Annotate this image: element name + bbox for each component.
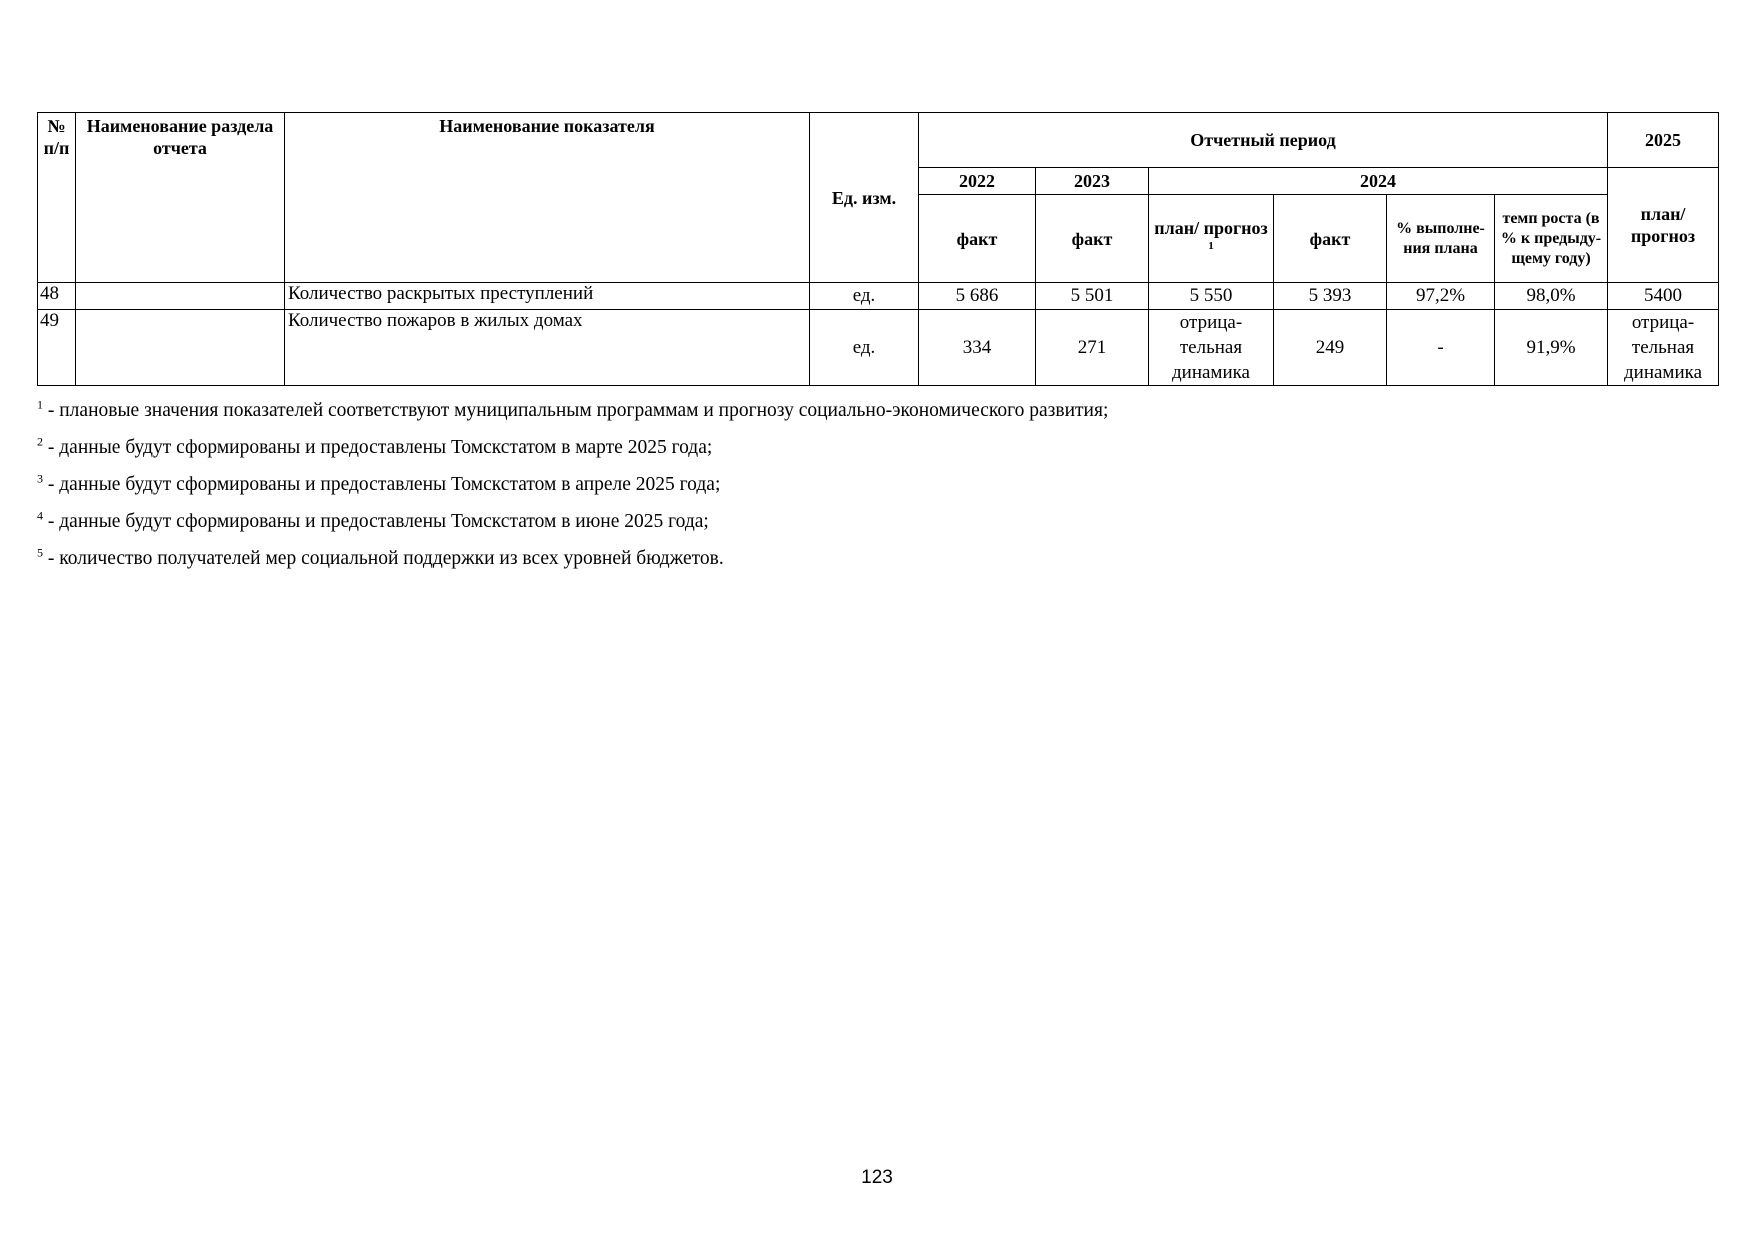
row-growth: 98,0% xyxy=(1495,283,1608,310)
row-pct-plan: 97,2% xyxy=(1387,283,1495,310)
header-growth-rate: темп роста (в % к предыду-щему году) xyxy=(1495,195,1608,283)
footnote xyxy=(37,540,1718,577)
footnotes xyxy=(37,392,1718,577)
footnote xyxy=(37,466,1718,503)
footnote-text: - количество получателей мер социальной поддержки из всех уровней бюджетов. xyxy=(43,548,724,569)
header-year-2024: 2024 xyxy=(1149,168,1608,195)
row-fact-2023: 5 501 xyxy=(1036,283,1149,310)
row-num: 48 xyxy=(38,283,76,310)
row-fact-2024: 249 xyxy=(1274,310,1387,386)
footnote-mark: 4 xyxy=(37,508,43,523)
header-plan-2024-footnote-mark: 1 xyxy=(1208,239,1214,252)
row-section xyxy=(76,283,285,310)
header-num: № п/п xyxy=(38,113,76,283)
row-growth: 91,9% xyxy=(1495,310,1608,386)
header-year-2025: 2025 xyxy=(1608,113,1719,168)
row-fact-2024: 5 393 xyxy=(1274,283,1387,310)
indicators-table xyxy=(37,112,1719,386)
table-row xyxy=(38,310,1719,386)
header-fact-2023: факт xyxy=(1036,195,1149,283)
footnote xyxy=(37,503,1718,540)
footnote-mark: 2 xyxy=(37,434,43,449)
table-row xyxy=(38,283,1719,310)
row-plan-2025: отрица-тельная динамика xyxy=(1608,310,1719,386)
header-indicator: Наименование показателя xyxy=(285,113,810,283)
header-plan-2025: план/ прогноз xyxy=(1608,168,1719,283)
header-section: Наименование раздела отчета xyxy=(76,113,285,283)
header-year-2022: 2022 xyxy=(919,168,1036,195)
page-number: 123 xyxy=(861,1167,893,1188)
row-num: 49 xyxy=(38,310,76,386)
footnote-text: - плановые значения показателей соответствуют муниципальным программам и прогнозу социально-экономического развития; xyxy=(43,400,1109,421)
header-year-2023: 2023 xyxy=(1036,168,1149,195)
row-fact-2022: 5 686 xyxy=(919,283,1036,310)
header-reporting-period: Отчетный период xyxy=(919,113,1608,168)
header-plan-2024 xyxy=(1149,195,1274,283)
header-fact-2024: факт xyxy=(1274,195,1387,283)
row-section xyxy=(76,310,285,386)
header-plan-2024-label: план/ прогноз xyxy=(1154,217,1268,238)
row-plan-2024: 5 550 xyxy=(1149,283,1274,310)
row-indicator: Количество раскрытых преступлений xyxy=(285,283,810,310)
row-unit: ед. xyxy=(810,310,919,386)
footnote-mark: 3 xyxy=(37,471,43,486)
row-plan-2024: отрица-тельная динамика xyxy=(1149,310,1274,386)
header-fact-2022: факт xyxy=(919,195,1036,283)
footnote-text: - данные будут сформированы и предоставлены Томскстатом в марте 2025 года; xyxy=(43,437,713,458)
footnote-text: - данные будут сформированы и предоставлены Томскстатом в апреле 2025 года; xyxy=(43,474,721,495)
row-fact-2022: 334 xyxy=(919,310,1036,386)
header-pct-plan: % выполне-ния плана xyxy=(1387,195,1495,283)
row-plan-2025: 5400 xyxy=(1608,283,1719,310)
footnote-mark: 5 xyxy=(37,545,43,560)
row-indicator: Количество пожаров в жилых домах xyxy=(285,310,810,386)
row-pct-plan: - xyxy=(1387,310,1495,386)
footnote-mark: 1 xyxy=(37,397,43,412)
footnote-text: - данные будут сформированы и предоставлены Томскстатом в июне 2025 года; xyxy=(43,511,709,532)
header-unit: Ед. изм. xyxy=(810,113,919,283)
footnote xyxy=(37,429,1718,466)
row-unit: ед. xyxy=(810,283,919,310)
footnote xyxy=(37,392,1718,429)
row-fact-2023: 271 xyxy=(1036,310,1149,386)
